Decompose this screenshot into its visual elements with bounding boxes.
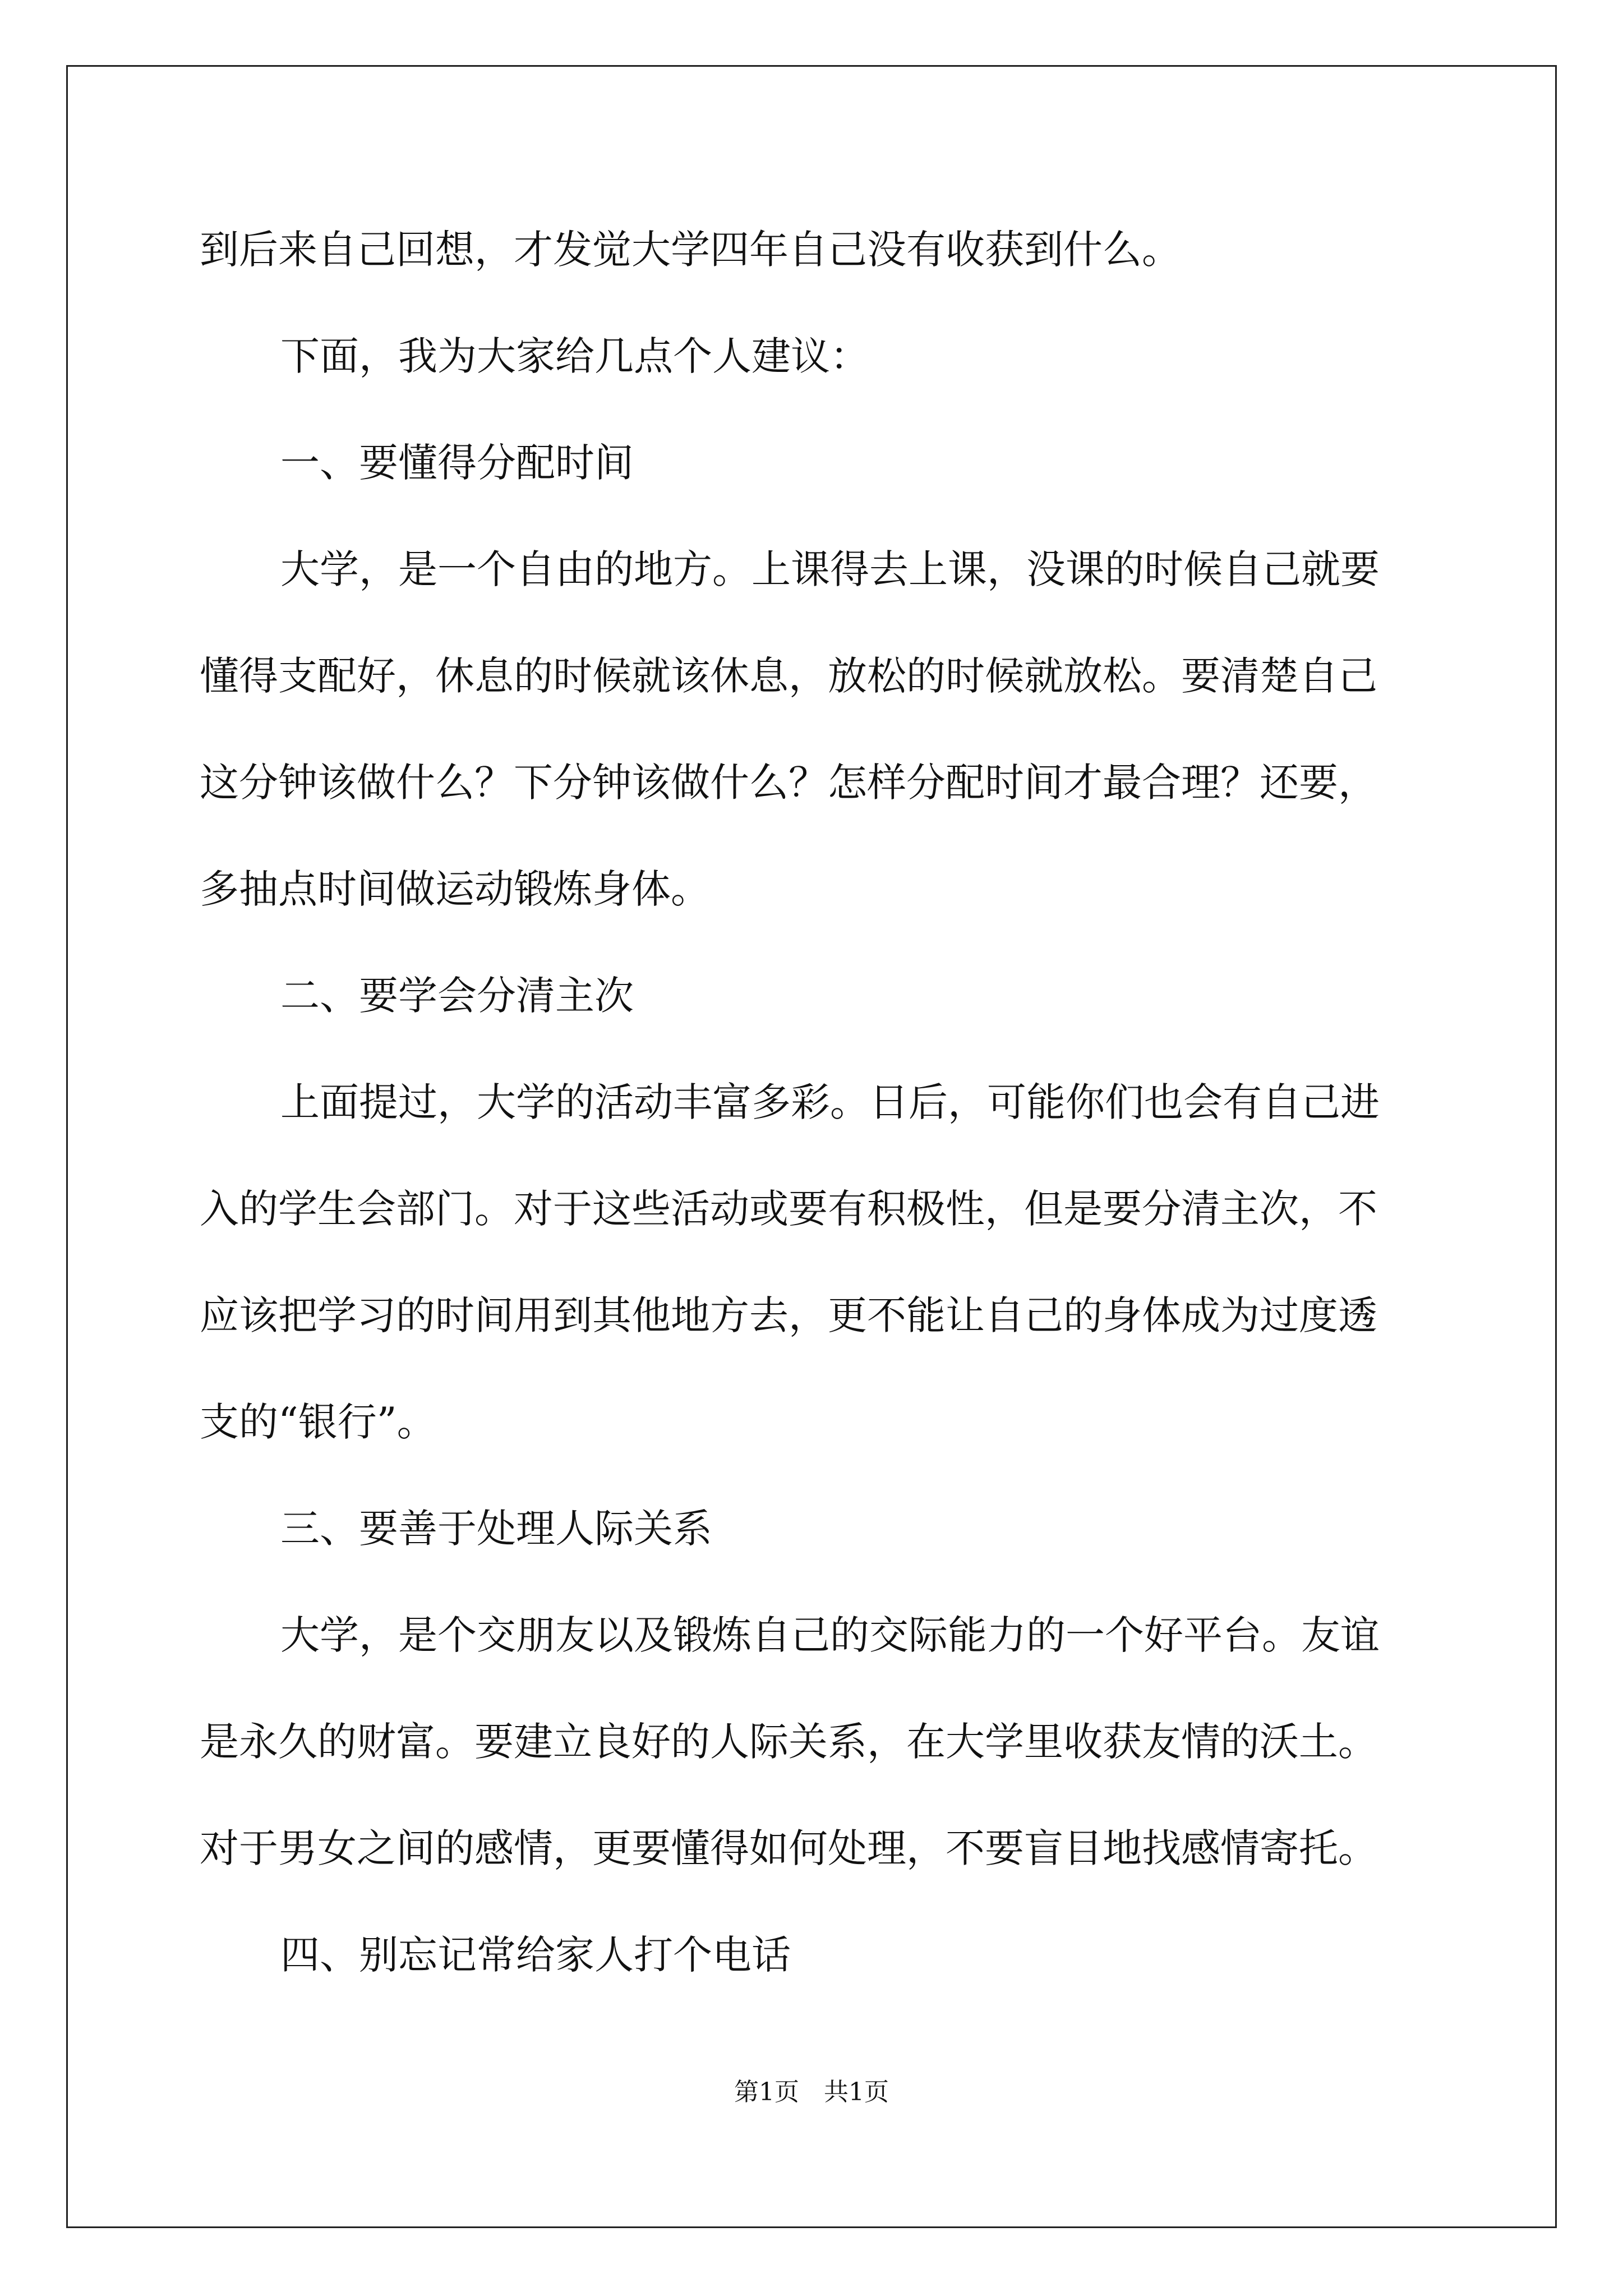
- page-footer: 第1页 共1页: [734, 2078, 889, 2106]
- text-line: 是永久的财富。要建立良好的人际关系，在大学里收获友情的沃土。: [200, 1719, 1377, 1765]
- section-heading: 四、别忘记常给家人打个电话: [280, 1932, 791, 1978]
- text-line: 上面提过，大学的活动丰富多彩。日后，可能你们也会有自己进: [280, 1079, 1380, 1125]
- text-line: 这分钟该做什么？下分钟该做什么？怎样分配时间才最合理？还要，: [200, 760, 1377, 806]
- section-heading: 一、要懂得分配时间: [280, 440, 634, 486]
- text-line: 懂得支配好，休息的时候就该休息，放松的时候就放松。要清楚自己: [200, 653, 1377, 699]
- text-line: 支的“银行”。: [200, 1399, 436, 1445]
- section-heading: 三、要善于处理人际关系: [280, 1506, 712, 1552]
- text-line: 大学，是个交朋友以及锻炼自己的交际能力的一个好平台。友谊: [280, 1612, 1380, 1658]
- text-line: 对于男女之间的感情，更要懂得如何处理，不要盲目地找感情寄托。: [200, 1825, 1377, 1871]
- page-border: [66, 65, 1557, 2228]
- text-line: 多抽点时间做运动锻炼身体。: [200, 866, 710, 912]
- section-heading: 二、要学会分清主次: [280, 973, 634, 1019]
- text-line: 到后来自己回想，才发觉大学四年自己没有收获到什么。: [200, 227, 1181, 273]
- text-line: 入的学生会部门。对于这些活动或要有积极性，但是要分清主次，不: [200, 1186, 1377, 1232]
- text-line: 应该把学习的时间用到其他地方去，更不能让自己的身体成为过度透: [200, 1292, 1377, 1338]
- text-line: 下面，我为大家给几点个人建议：: [280, 333, 869, 379]
- text-line: 大学，是一个自由的地方。上课得去上课，没课的时候自己就要: [280, 546, 1380, 592]
